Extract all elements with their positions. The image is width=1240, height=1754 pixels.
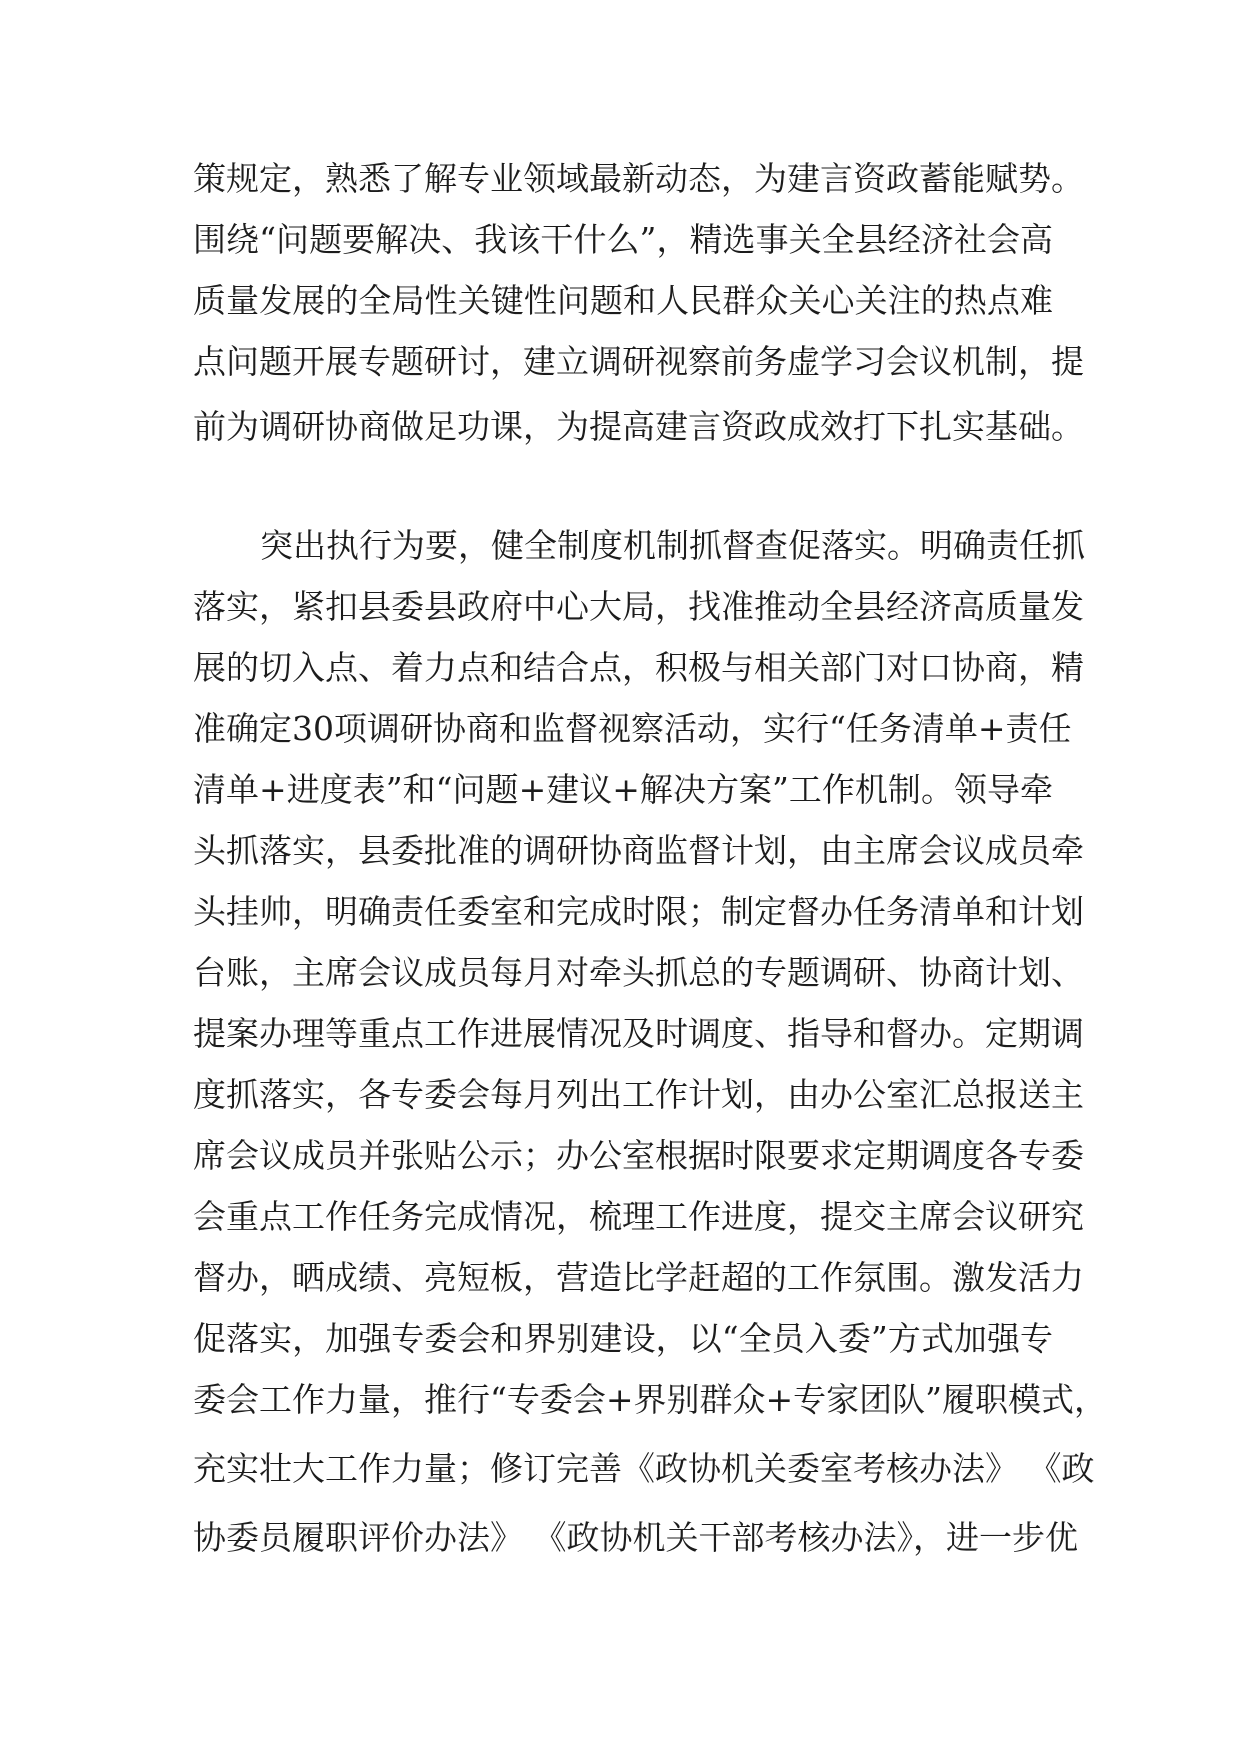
paragraph-line: 准确定30项调研协商和监督视察活动，实行“任务清单+责任 bbox=[193, 709, 1072, 748]
paragraph-line: 度抓落实，各专委会每月列出工作计划，由办公室汇总报送主 bbox=[193, 1075, 1084, 1114]
paragraph-line: 策规定，熟悉了解专业领域最新动态，为建言资政蓄能赋势。 bbox=[193, 159, 1084, 198]
paragraph-line: 围绕“问题要解决、我该干什么”，精选事关全县经济社会高 bbox=[193, 220, 1053, 259]
paragraph-line: 前为调研协商做足功课，为提高建言资政成效打下扎实基础。 bbox=[193, 407, 1084, 446]
paragraph-line: 协委员履职评价办法》 《政协机关干部考核办法》，进一步优 bbox=[193, 1518, 1078, 1557]
paragraph-line: 督办，晒成绩、亮短板，营造比学赶超的工作氛围。激发活力 bbox=[193, 1258, 1084, 1297]
paragraph-line: 会重点工作任务完成情况，梳理工作进度，提交主席会议研究 bbox=[193, 1197, 1084, 1236]
paragraph-line: 展的切入点、着力点和结合点，积极与相关部门对口协商，精 bbox=[193, 648, 1084, 687]
paragraph-line: 提案办理等重点工作进展情况及时调度、指导和督办。定期调 bbox=[193, 1014, 1084, 1053]
paragraph-line: 点问题开展专题研讨，建立调研视察前务虚学习会议机制，提 bbox=[193, 342, 1084, 381]
paragraph-line: 席会议成员并张贴公示；办公室根据时限要求定期调度各专委 bbox=[193, 1136, 1084, 1175]
paragraph-line: 清单+进度表”和“问题+建议+解决方案”工作机制。领导牵 bbox=[193, 770, 1053, 809]
paragraph-line: 落实，紧扣县委县政府中心大局，找准推动全县经济高质量发 bbox=[193, 587, 1084, 626]
paragraph-line: 促落实，加强专委会和界别建设，以“全员入委”方式加强专 bbox=[193, 1319, 1053, 1358]
paragraph-line: 头抓落实，县委批准的调研协商监督计划，由主席会议成员牵 bbox=[193, 831, 1084, 870]
paragraph-line: 突出执行为要，健全制度机制抓督查促落实。明确责任抓 bbox=[260, 526, 1085, 565]
paragraph-line: 头挂帅，明确责任委室和完成时限；制定督办任务清单和计划 bbox=[193, 892, 1084, 931]
paragraph-line: 委会工作力量，推行“专委会+界别群众+专家团队”履职模式， bbox=[193, 1380, 1108, 1419]
paragraph-line: 台账，主席会议成员每月对牵头抓总的专题调研、协商计划、 bbox=[193, 953, 1084, 992]
paragraph-line: 充实壮大工作力量；修订完善《政协机关委室考核办法》 《政 bbox=[193, 1449, 1095, 1488]
paragraph-line: 质量发展的全局性关键性问题和人民群众关心关注的热点难 bbox=[193, 281, 1053, 320]
